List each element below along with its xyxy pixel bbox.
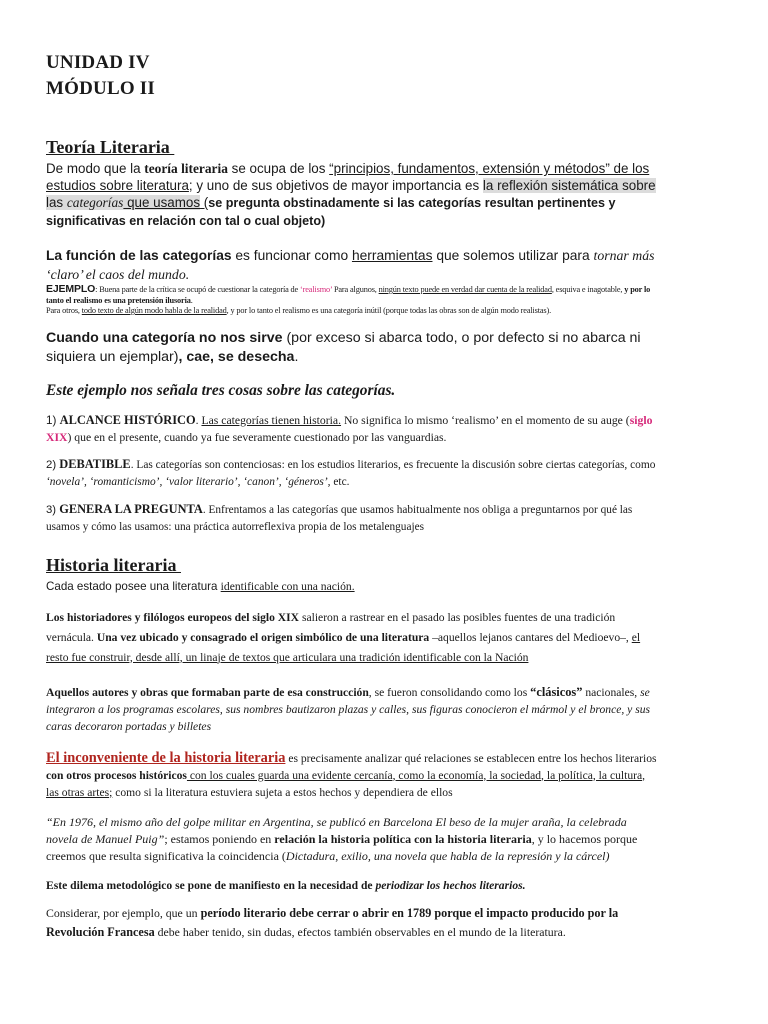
list-item-alcance: 1) ALCANCE HISTÓRICO. Las categorías tienen historia. No significa lo mismo ‘realismo’ en el momento de su auge (siglo XIX) que en el presente, cuando ya fue severamente cuestionado por las vanguardias. — [46, 412, 653, 444]
paragraph-dilema: Este dilema metodológico se pone de manifiesto en la necesidad de periodizar los hechos literarios. — [46, 878, 526, 892]
paragraph-clasicos: Aquellos autores y obras que formaban parte de esa construcción, se fueron consolidando como los “clásicos” nacionales, se integraron a los programas escolares, sus nombres bautizaron plazas y calles, sus figuras conocieron el mármol y el bronce, y sus caras decoraron portadas y billetes — [46, 684, 651, 733]
paragraph-periodo: Considerar, por ejemplo, que un período literario debe cerrar o abrir en 1789 porque el impacto producido por la Revolución Francesa debe haber tenido, sin dudas, efectos también observables en el mundo de la literatura. — [46, 905, 619, 939]
paragraph-inconveniente: El inconveniente de la historia literaria es precisamente analizar qué relaciones se establecen entre los hechos literarios con otros procesos históricos con los cuales guarda una evidente cercanía, como la economía, la sociedad, la política, la cultura, las otras artes; como si la literatura estuviera sujeta a estos hechos y dependiera de ellos — [46, 749, 657, 799]
paragraph-funcion-categorias: La función de las categorías es funcionar como herramientas que solemos utilizar para tornar más ‘claro’ el caos del mundo. — [46, 248, 655, 282]
paragraph-cada-estado: Cada estado posee una literatura identificable con una nación. — [46, 579, 355, 593]
ejemplo-note: EJEMPLO: Buena parte de la crítica se ocupó de cuestionar la categoría de ‘realismo’ Para algunos, ningún texto puede en verdad dar cuenta de la realidad, esquiva e inagotable, y por lo tanto el realismo es una pretensión ilusoria. Para otros, todo texto de algún modo habla de la realidad, y por lo tanto el realismo es una categoría inútil (porque todas las obras son de algún modo realistas). — [46, 283, 651, 315]
document-page — [46, 50, 658, 942]
paragraph-teoria-intro: De modo que la teoría literaria se ocupa de los “principios, fundamentos, extensión y métodos” de los estudios sobre literatura; y uno de sus objetivos de mayor importancia es la reflexión sistemática sobre las categorías que usamos (se pregunta obstinadamente si las categorías resultan pertinentes y significativas en relación con tal o cual objeto) — [46, 161, 656, 228]
module-heading: MÓDULO II — [46, 78, 155, 99]
list-item-debatible: 2) DEBATIBLE. Las categorías son contenciosas: en los estudios literarios, es frecuente la discusión sobre ciertas categorías, como ‘novela’, ‘romanticismo’, ‘valor literario’, ‘canon’, ‘géneros’, etc. — [46, 456, 656, 488]
section-title-historia: Historia literaria — [46, 554, 181, 575]
list-item-genera-pregunta: 3) GENERA LA PREGUNTA. Enfrentamos a las categorías que usamos habitualmente nos obliga a preguntarnos por qué las usamos y cómo las usamos: una práctica autorreflexiva propia de los metalenguajes — [46, 501, 633, 533]
section-title-teoria: Teoría Literaria — [46, 137, 175, 157]
paragraph-tres-cosas: Este ejemplo nos señala tres cosas sobre las categorías. — [46, 381, 396, 399]
unit-heading: UNIDAD IV — [46, 52, 150, 73]
paragraph-categoria-no-sirve: Cuando una categoría no nos sirve (por exceso si abarca todo, o por defecto si no abarca ni siquiera un ejemplar), cae, se desecha. — [46, 329, 641, 365]
paragraph-historiadores: Los historiadores y filólogos europeos del siglo XIX salieron a rastrear en el pasado las posibles fuentes de una tradición vernácula. Una vez ubicado y consagrado el origen simbólico de una literatura –aquellos lejanos cantares del Medioevo–, el resto fue construir, desde allí, un linaje de textos que articulara una tradición identificable con la Nación — [46, 610, 641, 664]
paragraph-puig: “En 1976, el mismo año del golpe militar en Argentina, se publicó en Barcelona El beso de la mujer araña, la celebrada novela de Manuel Puig”; estamos poniendo en relación la historia política con la historia literaria, y lo hacemos porque creemos que resulta significativa la coincidencia (Dictadura, exilio, una novela que habla de la represión y la cárcel) — [46, 814, 638, 863]
